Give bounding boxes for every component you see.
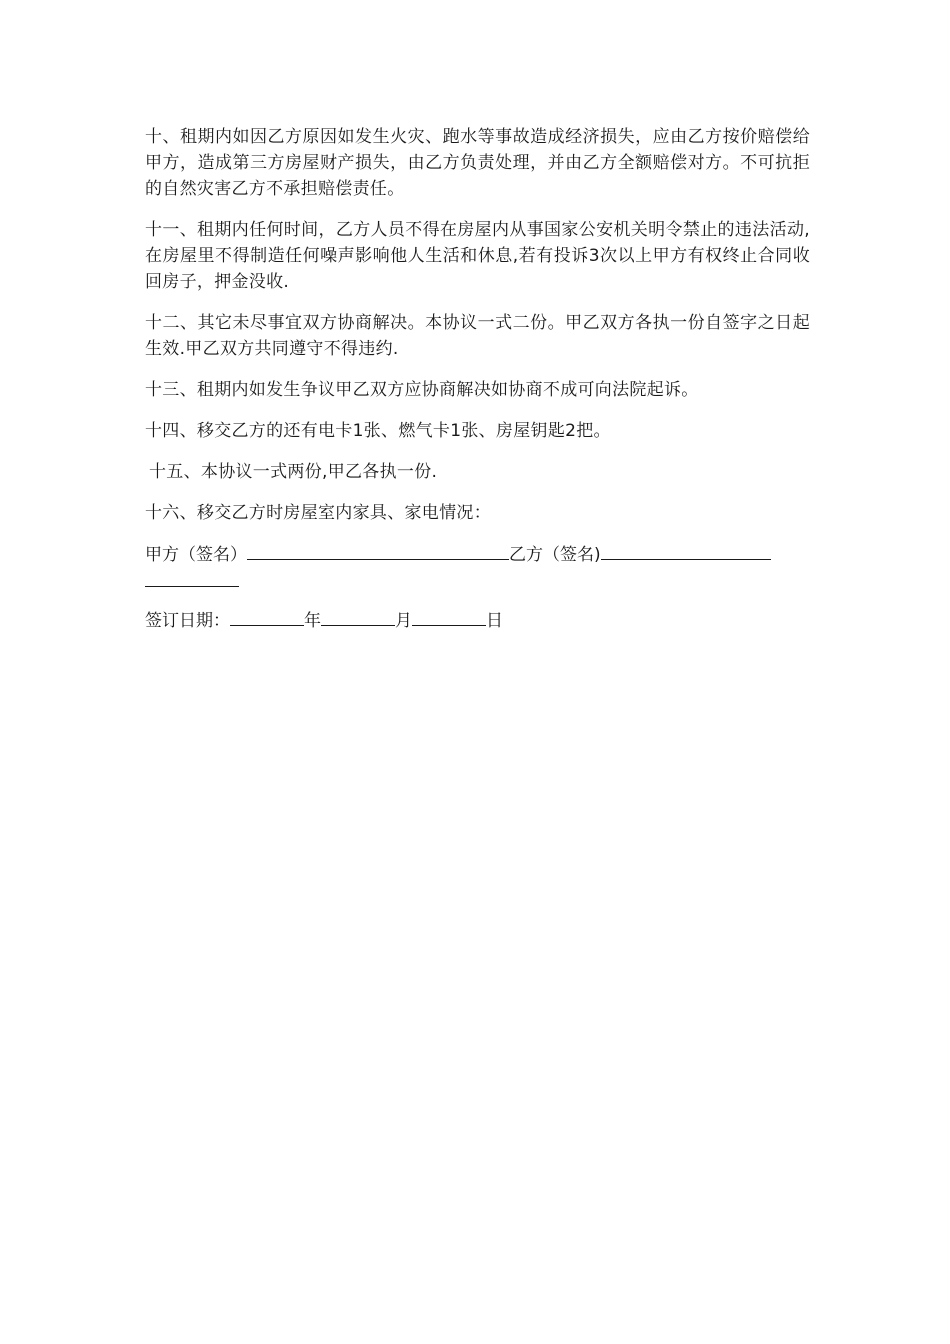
year-label: 年: [304, 611, 321, 631]
day-blank[interactable]: [412, 607, 486, 626]
signature-row: [145, 541, 810, 595]
party-b-signature-line[interactable]: [601, 541, 771, 560]
party-b-signature-line-continued[interactable]: [145, 568, 239, 587]
month-blank[interactable]: [321, 607, 395, 626]
signing-date-label: 签订日期：: [145, 611, 230, 631]
clause-13: 十三、租期内如发生争议甲乙双方应协商解决如协商不成可向法院起诉。: [145, 380, 699, 400]
year-blank[interactable]: [230, 607, 304, 626]
clause-15: 十五、本协议一式两份,甲乙各执一份.: [149, 462, 438, 482]
party-b-signature-label: 乙方（签名): [509, 545, 601, 565]
signing-date-row: [145, 607, 810, 634]
clause-11: 十一、租期内任何时间，乙方人员不得在房屋内从事国家公安机关明令禁止的违法活动,在房屋里不得制造任何噪声影响他人生活和休息,若有投诉3次以上甲方有权终止合同收回房子，押金没收.: [145, 220, 810, 292]
clause-10: 十、租期内如因乙方原因如发生火灾、跑水等事故造成经济损失，应由乙方按价赔偿给甲方，造成第三方房屋财产损失，由乙方负责处理，并由乙方全额赔偿对方。不可抗拒的自然灾害乙方不承担赔偿责任。: [145, 127, 810, 199]
party-a-signature-label: 甲方（签名）: [145, 545, 247, 565]
party-a-signature-line[interactable]: [247, 541, 509, 560]
month-label: 月: [395, 611, 412, 631]
clause-12: 十二、其它未尽事宜双方协商解决。本协议一式二份。甲乙双方各执一份自签字之日起生效.甲乙双方共同遵守不得违约.: [145, 313, 810, 359]
day-label: 日: [486, 611, 503, 631]
document-page: [145, 124, 810, 634]
clause-14: 十四、移交乙方的还有电卡1张、燃气卡1张、房屋钥匙2把。: [145, 421, 611, 441]
clause-16: 十六、移交乙方时房屋室内家具、家电情况：: [145, 503, 491, 523]
